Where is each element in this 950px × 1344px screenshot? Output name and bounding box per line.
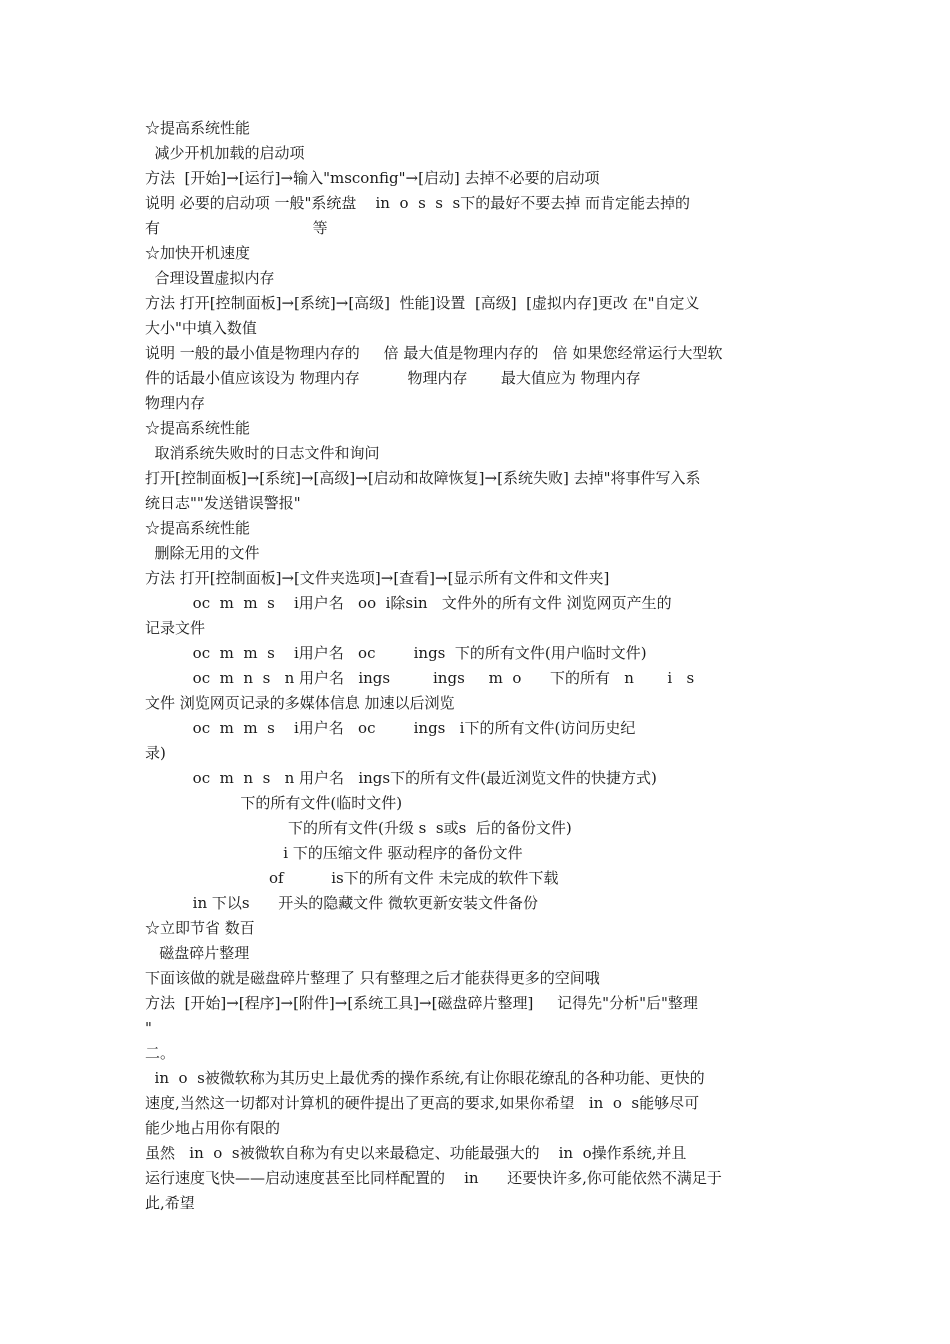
text-line: 录) [145, 744, 166, 762]
text-line: 合理设置虚拟内存 [145, 269, 275, 287]
text-line: 删除无用的文件 [145, 544, 260, 562]
text-line: in 下以s 开头的隐藏文件 微软更新安装文件备份 [145, 894, 538, 912]
text-line: 此,希望 [145, 1194, 195, 1212]
text-line: in o s被微软称为其历史上最优秀的操作系统,有让你眼花缭乱的各种功能、更快的 [145, 1069, 705, 1087]
text-line: 文件 浏览网页记录的多媒体信息 加速以后浏览 [145, 694, 455, 712]
text-line: 打开[控制面板]→[系统]→[高级]→[启动和故障恢复]→[系统失败] 去掉"将事件写入系 [145, 469, 701, 487]
text-line: 运行速度飞快——启动速度甚至比同样配置的 in 还要快许多,你可能依然不满足于 [145, 1169, 722, 1187]
text-line: 取消系统失败时的日志文件和询问 [145, 444, 380, 462]
text-line: ☆提高系统性能 [145, 519, 251, 537]
text-line: 方法 [开始]→[运行]→输入"msconfig"→[启动] 去掉不必要的启动项 [145, 169, 600, 187]
text-line: 大小"中填入数值 [145, 319, 257, 337]
text-line: 下的所有文件(临时文件) [145, 794, 403, 812]
text-line: 方法 [开始]→[程序]→[附件]→[系统工具]→[磁盘碎片整理] 记得先"分析"后"整理 [145, 994, 698, 1012]
text-line: 二。 [145, 1044, 176, 1062]
text-line: 方法 打开[控制面板]→[文件夹选项]→[查看]→[显示所有文件和文件夹] [145, 569, 610, 587]
text-line: 件的话最小值应该设为 物理内存 物理内存 最大值应为 物理内存 [145, 369, 641, 387]
text-line: oc m n s n 用户名 ings ings m o 下的所有 n i s [145, 669, 695, 687]
text-line: " [145, 1019, 152, 1037]
text-line: 速度,当然这一切都对计算机的硬件提出了更高的要求,如果你希望 in o s能够尽可 [145, 1094, 700, 1112]
text-line: 记录文件 [145, 619, 206, 637]
text-line: of is下的所有文件 未完成的软件下载 [145, 869, 559, 887]
text-line: oc m m s i用户名 oc ings i下的所有文件(访问历史纪 [145, 719, 636, 737]
text-line: i 下的压缩文件 驱动程序的备份文件 [145, 844, 523, 862]
text-line: 说明 必要的启动项 一般"系统盘 in o s s s下的最好不要去掉 而肯定能去掉的 [145, 194, 691, 212]
text-line: 减少开机加载的启动项 [145, 144, 305, 162]
text-line: 能少地占用你有限的 [145, 1119, 281, 1137]
text-line: 说明 一般的最小值是物理内存的 倍 最大值是物理内存的 倍 如果您经常运行大型软 [145, 344, 723, 362]
text-line: oc m m s i用户名 oo i除sin 文件外的所有文件 浏览网页产生的 [145, 594, 672, 612]
text-line: ☆立即节省 数百 [145, 919, 255, 937]
text-line: 下的所有文件(升级 s s或s 后的备份文件) [145, 819, 572, 837]
text-line: ☆提高系统性能 [145, 419, 251, 437]
text-line: 有 等 [145, 219, 328, 237]
text-line: 磁盘碎片整理 [145, 944, 250, 962]
text-line: 方法 打开[控制面板]→[系统]→[高级] 性能]设置 [高级] [虚拟内存]更改 在"自定义 [145, 294, 700, 312]
text-line: 统日志""发送错误警报" [145, 494, 301, 512]
text-line: oc m n s n 用户名 ings下的所有文件(最近浏览文件的快捷方式) [145, 769, 657, 787]
text-line: ☆加快开机速度 [145, 244, 251, 262]
text-line: 物理内存 [145, 394, 206, 412]
text-line: 虽然 in o s被微软自称为有史以来最稳定、功能最强大的 in o操作系统,并且 [145, 1144, 687, 1162]
text-line: ☆提高系统性能 [145, 119, 251, 137]
text-line: oc m m s i用户名 oc ings 下的所有文件(用户临时文件) [145, 644, 647, 662]
text-line: 下面该做的就是磁盘碎片整理了 只有整理之后才能获得更多的空间哦 [145, 969, 600, 987]
